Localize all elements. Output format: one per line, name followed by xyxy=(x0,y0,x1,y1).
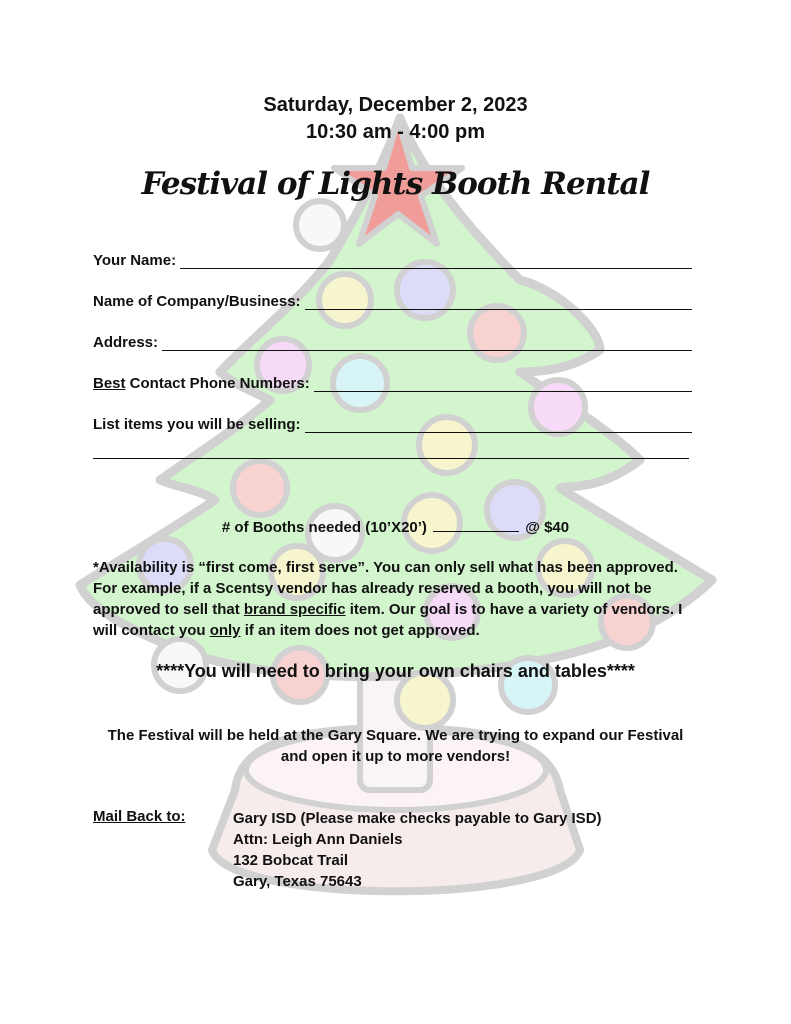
availability-text-2: item. Our goal is to have a variety of vendors. I will contact you xyxy=(93,601,683,639)
items-field[interactable] xyxy=(93,416,692,433)
phone-label xyxy=(93,375,314,392)
availability-note xyxy=(93,557,703,641)
mail-address xyxy=(233,808,602,892)
phone-field[interactable] xyxy=(93,375,692,392)
only-emphasis: only xyxy=(209,622,241,639)
company-label: Name of Company/Business: xyxy=(93,293,301,310)
mail-back-label: Mail Back to: xyxy=(93,808,186,825)
brand-specific-emphasis: brand specific xyxy=(243,601,346,618)
booths-count-line[interactable] xyxy=(433,517,519,532)
mail-line-3: 132 Bobcat Trail xyxy=(233,852,349,869)
availability-text-3: if an item does not get approved. xyxy=(240,622,480,639)
name-field[interactable] xyxy=(93,252,692,269)
availability-text-1: *Availability is “first come, first serve”. You can only sell what has been approved. For example, if a Scentsy vendor has already reserved a booth, you will not be approved to sell that xyxy=(93,559,678,618)
festival-note-line-1: The Festival will be held at the Gary Square. We are trying to expand our Festival xyxy=(107,727,684,744)
chairs-note: ****You will need to bring your own chairs and tables**** xyxy=(156,661,635,681)
mail-line-4: Gary, Texas 75643 xyxy=(233,873,362,890)
festival-note-line-2: and open it up to more vendors! xyxy=(280,748,511,765)
phone-label-emphasis: Best xyxy=(93,375,126,392)
address-label: Address: xyxy=(93,334,159,351)
company-line[interactable] xyxy=(305,295,692,310)
name-line[interactable] xyxy=(180,254,692,269)
page-title: Festival of Lights Booth Rental xyxy=(141,166,650,202)
mail-line-1: Gary ISD (Please make checks payable to Gary ISD) xyxy=(233,810,602,827)
address-field[interactable] xyxy=(93,334,692,351)
name-label: Your Name: xyxy=(93,252,177,269)
booths-price: @ $40 xyxy=(525,519,570,536)
address-line[interactable] xyxy=(162,336,692,351)
items-line[interactable] xyxy=(305,418,692,433)
event-date: Saturday, December 2, 2023 xyxy=(263,94,528,116)
phone-label-rest: Contact Phone Numbers: xyxy=(125,375,310,392)
items-label: List items you will be selling: xyxy=(93,416,301,433)
booths-needed xyxy=(0,517,791,536)
mail-line-2: Attn: Leigh Ann Daniels xyxy=(233,831,403,848)
booths-label: # of Booths needed (10’X20’) xyxy=(221,519,427,536)
phone-line[interactable] xyxy=(314,377,692,392)
items-extra-line[interactable] xyxy=(93,458,689,459)
company-field[interactable] xyxy=(93,293,692,310)
event-time: 10:30 am - 4:00 pm xyxy=(306,121,485,143)
